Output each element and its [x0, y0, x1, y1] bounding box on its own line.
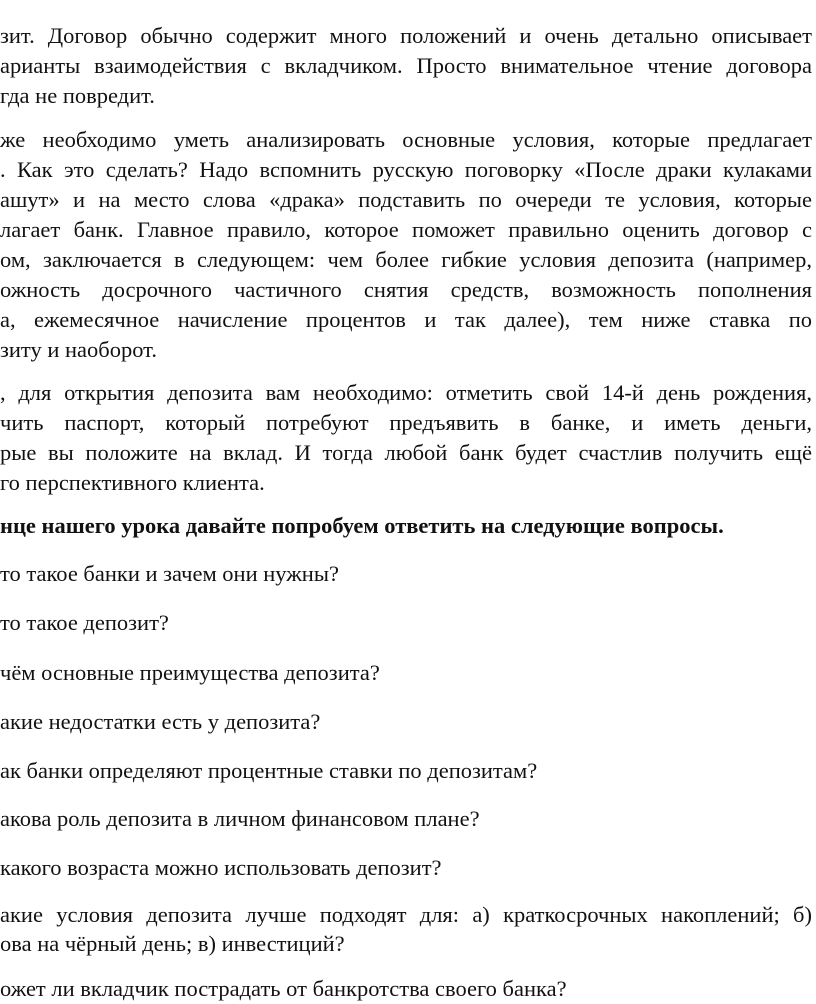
paragraph-1-line-2: арианты взаимодействия с вкладчиком. Просто внимательное чтение договора — [0, 53, 812, 78]
question-9: ожет ли вкладчик пострадать от банкротства своего банка? — [0, 976, 567, 1001]
paragraph-3-line-2: чить паспорт, который потребуют предъявить в банке, и иметь деньги, — [0, 410, 812, 435]
paragraph-2-line-5: ом, заключается в следующем: чем более гибкие условия депозита (например, — [0, 247, 812, 272]
paragraph-3-line-4: го перспективного клиента. — [0, 470, 265, 495]
paragraph-2-line-2: . Как это сделать? Надо вспомнить русскую поговорку «После драки кулаками — [0, 157, 812, 182]
question-8-line-2: ова на чёрный день; в) инвестиций? — [0, 931, 345, 956]
question-6: акова роль депозита в личном финансовом плане? — [0, 806, 480, 831]
question-4: акие недостатки есть у депозита? — [0, 709, 321, 734]
paragraph-2-line-6: ожность досрочного частичного снятия средств, возможность пополнения — [0, 277, 812, 302]
paragraph-2-line-1: же необходимо уметь анализировать основные условия, которые предлагает — [0, 127, 812, 152]
paragraph-2-line-4: лагает банк. Главное правило, которое поможет правильно оценить договор с — [0, 217, 812, 242]
paragraph-3-line-3: рые вы положите на вклад. И тогда любой банк будет счастлив получить ещё — [0, 440, 812, 465]
questions-heading: нце нашего урока давайте попробуем ответить на следующие вопросы. — [0, 513, 724, 538]
paragraph-2-line-7: а, ежемесячное начисление процентов и так далее), тем ниже ставка по — [0, 307, 812, 332]
question-1: то такое банки и зачем они нужны? — [0, 561, 339, 586]
paragraph-1-line-1: зит. Договор обычно содержит много положений и очень детально описывает — [0, 23, 812, 48]
paragraph-3-line-1: , для открытия депозита вам необходимо: отметить свой 14-й день рождения, — [0, 380, 812, 405]
question-7: какого возраста можно использовать депозит? — [0, 855, 442, 880]
question-8-line-1: акие условия депозита лучше подходят для: а) краткосрочных накоплений; б) — [0, 902, 812, 927]
question-3: чём основные преимущества депозита? — [0, 660, 380, 685]
question-2: то такое депозит? — [0, 610, 169, 635]
paragraph-1-line-3: гда не повредит. — [0, 83, 155, 108]
paragraph-2-line-3: ашут» и на место слова «драка» подставить по очереди те условия, которые — [0, 187, 812, 212]
paragraph-2-line-8: зиту и наоборот. — [0, 337, 157, 362]
question-5: ак банки определяют процентные ставки по депозитам? — [0, 758, 538, 783]
